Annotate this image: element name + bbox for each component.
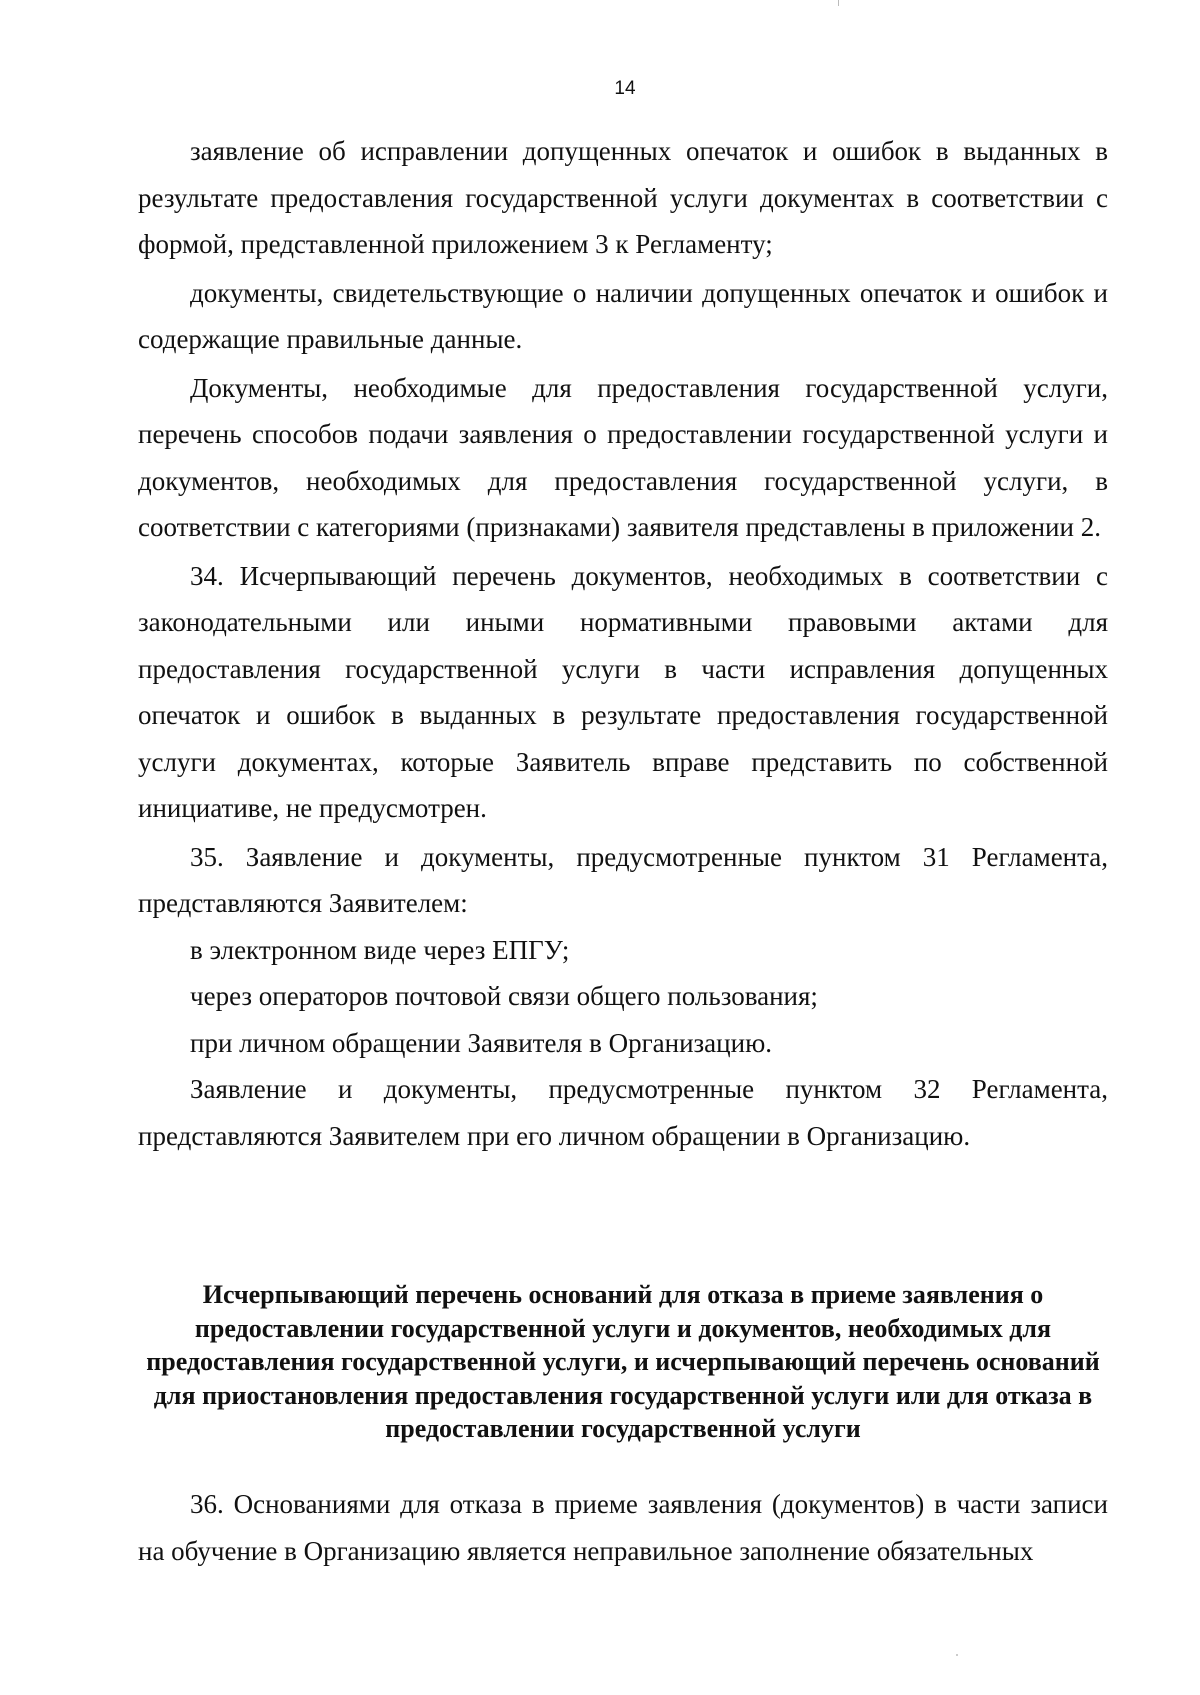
paragraph-required-documents: Документы, необходимые для предоставления государственной услуги, перечень способов подачи заявления о предоставлении государственной услуги и документов, необходимых для предоставления государственной услуги, в соответствии с категориями (признаками) заявителя представлены в приложении 2. (138, 372, 1108, 542)
paragraph-evidence-documents: документы, свидетельствующие о наличии допущенных опечаток и ошибок и содержащие правильные данные. (138, 277, 1108, 354)
paragraph-application-correction: заявление об исправлении допущенных опечаток и ошибок в выданных в результате предоставления государственной услуги документах в соответствии с формой, представленной приложением 3 к Регламенту; (138, 136, 1108, 259)
list-item-electronic: в электронном виде через ЕПГУ; (190, 934, 570, 965)
scan-dot (956, 1654, 958, 1656)
scan-mark (838, 0, 839, 6)
paragraph-item-32-submission: Заявление и документы, предусмотренные пунктом 32 Регламента, представляются Заявителем при его личном обращении в Организацию. (138, 1074, 1108, 1151)
list-item-postal: через операторов почтовой связи общего пользования; (190, 981, 818, 1011)
page-number: 14 (614, 78, 636, 99)
document-body-continued (138, 1481, 1108, 1574)
list-item-personal: при личном обращении Заявителя в Организацию. (190, 1027, 772, 1058)
paragraph-item-35: 35. Заявление и документы, предусмотренные пунктом 31 Регламента, представляются Заявителем: (138, 841, 1108, 918)
paragraph-item-36: 36. Основаниями для отказа в приеме заявления (документов) в части записи на обучение в Организацию является неправильное заполнение обязательных (138, 1489, 1108, 1566)
section-heading: Исчерпывающий перечень оснований для отказа в приеме заявления о предоставлении государственной услуги и документов, необходимых для предоставления государственной услуги, и исчерпывающий перечень оснований для приостановления предоставления государственной услуги или для отказа в предоставлении государственной услуги (146, 1280, 1100, 1443)
document-body (138, 128, 1108, 1159)
paragraph-item-34: 34. Исчерпывающий перечень документов, необходимых в соответствии с законодательными или иными нормативными правовыми актами для предоставления государственной услуги в части исправления допущенных опечаток и ошибок в выданных в результате предоставления государственной услуги документах, которые Заявитель вправе представить по собственной инициативе, не предусмотрен. (138, 560, 1108, 823)
